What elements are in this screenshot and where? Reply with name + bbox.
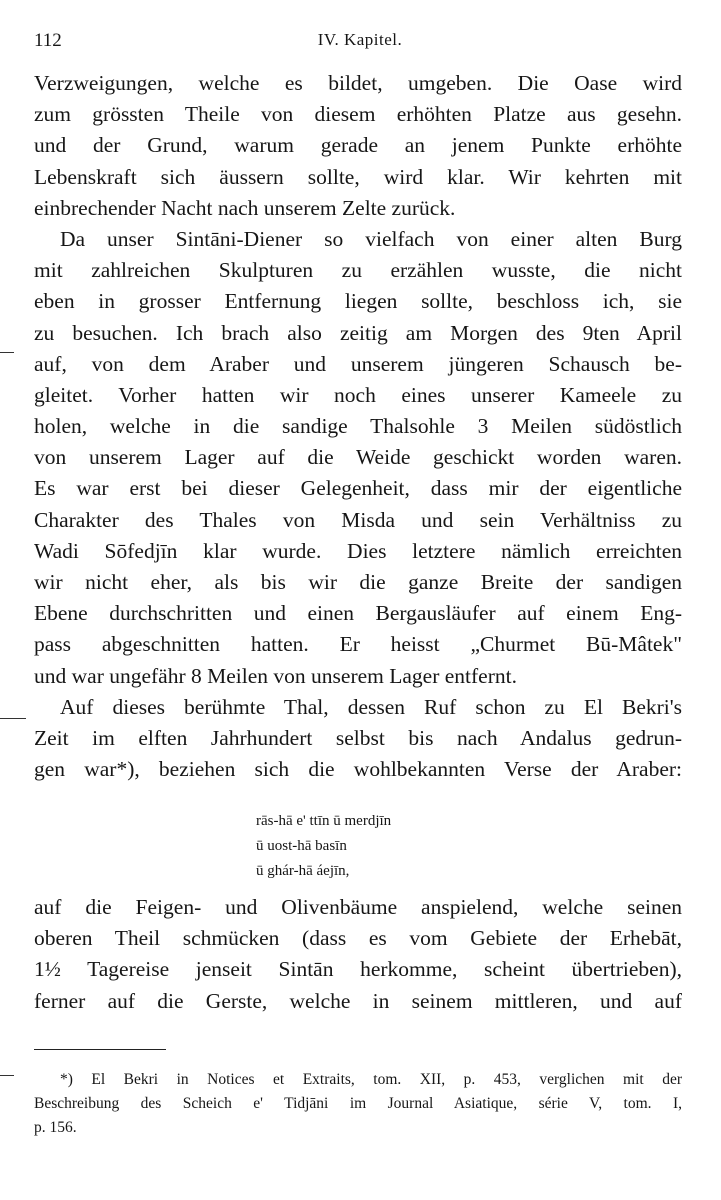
text-line: gen war*), beziehen sich die wohlbekannten Verse der Araber: bbox=[34, 757, 682, 782]
text-line: zu besuchen. Ich brach also zeitig am Morgen des 9ten April bbox=[34, 320, 682, 345]
text-line: von unserem Lager auf die Weide geschickt worden waren. bbox=[34, 445, 682, 470]
text-line: Verzweigungen, welche es bildet, umgeben. Die Oase wird bbox=[34, 71, 682, 95]
footnote-line: *) El Bekri in Notices et Extraits, tom. XII, p. 453, verglichen mit der bbox=[60, 1071, 682, 1088]
text-line: Da unser Sintāni-Diener so vielfach von einer alten Burg bbox=[60, 226, 682, 251]
text-line: auf die Feigen- und Olivenbäume anspielend, welche seinen bbox=[34, 895, 682, 919]
main-text bbox=[34, 68, 682, 785]
running-head: IV. Kapitel. bbox=[317, 30, 403, 49]
verse-line: ū uost-hā basīn bbox=[256, 838, 347, 854]
page-number: 112 bbox=[34, 30, 62, 51]
text-line: und war ungefähr 8 Meilen von unserem Lager entfernt. bbox=[34, 663, 517, 688]
text-line: eben in grosser Entfernung liegen sollte, beschloss ich, sie bbox=[34, 289, 682, 314]
text-line: wir nicht eher, als bis wir die ganze Breite der sandigen bbox=[34, 570, 682, 594]
verse-line: rās-hā e' ttīn ū merdjīn bbox=[256, 813, 392, 829]
main-text-continued bbox=[34, 892, 682, 1017]
page-header bbox=[34, 30, 686, 54]
margin-mark bbox=[0, 1075, 14, 1076]
footnote bbox=[34, 1068, 682, 1140]
text-line: ferner auf die Gerste, welche in seinem mittleren, und auf bbox=[34, 988, 682, 1013]
text-line: Lebenskraft sich äussern sollte, wird klar. Wir kehrten mit bbox=[34, 164, 682, 189]
text-line: und der Grund, warum gerade an jenem Punkte erhöhte bbox=[34, 133, 682, 158]
footnote-rule bbox=[34, 1049, 166, 1050]
footnote-line: Beschreibung des Scheich e' Tidjāni im Journal Asiatique, série V, tom. I, bbox=[34, 1095, 682, 1112]
text-line: Es war erst bei dieser Gelegenheit, dass mir der eigentliche bbox=[34, 476, 682, 501]
text-line: zum grössten Theile von diesem erhöhten Platze aus gesehn. bbox=[34, 102, 682, 127]
text-line: Wadi Sōfedjīn klar wurde. Dies letztere nämlich erreichten bbox=[34, 538, 682, 563]
footnote-line: p. 156. bbox=[34, 1119, 77, 1136]
margin-mark bbox=[0, 352, 14, 353]
text-line: Ebene durchschritten und einen Bergausläufer auf einem Eng- bbox=[34, 601, 682, 626]
text-line: Auf dieses berühmte Thal, dessen Ruf schon zu El Bekri's bbox=[60, 694, 682, 719]
text-line: holen, welche in die sandige Thalsohle 3 Meilen südöstlich bbox=[34, 414, 682, 439]
verse-line: ū ghár-hā áejīn, bbox=[256, 863, 350, 879]
text-line: Charakter des Thales von Misda und sein Verhältniss zu bbox=[34, 507, 682, 532]
text-line: 1½ Tagereise jenseit Sintān herkomme, scheint übertrieben), bbox=[34, 957, 682, 982]
text-line: Zeit im elften Jahrhundert selbst bis nach Andalus gedrun- bbox=[34, 725, 682, 750]
text-line: auf, von dem Araber und unserem jüngeren Schausch be- bbox=[34, 351, 682, 376]
margin-mark bbox=[0, 718, 26, 719]
arabic-verse bbox=[256, 809, 556, 884]
text-line: mit zahlreichen Skulpturen zu erzählen wusste, die nicht bbox=[34, 258, 682, 283]
text-line: gleitet. Vorher hatten wir noch eines unserer Kameele zu bbox=[34, 382, 682, 407]
text-line: einbrechender Nacht nach unserem Zelte zurück. bbox=[34, 195, 456, 220]
text-line: pass abgeschnitten hatten. Er heisst „Churmet Bū-Mâtek" bbox=[34, 632, 682, 657]
text-line: oberen Theil schmücken (dass es vom Gebiete der Erhebāt, bbox=[34, 926, 682, 951]
